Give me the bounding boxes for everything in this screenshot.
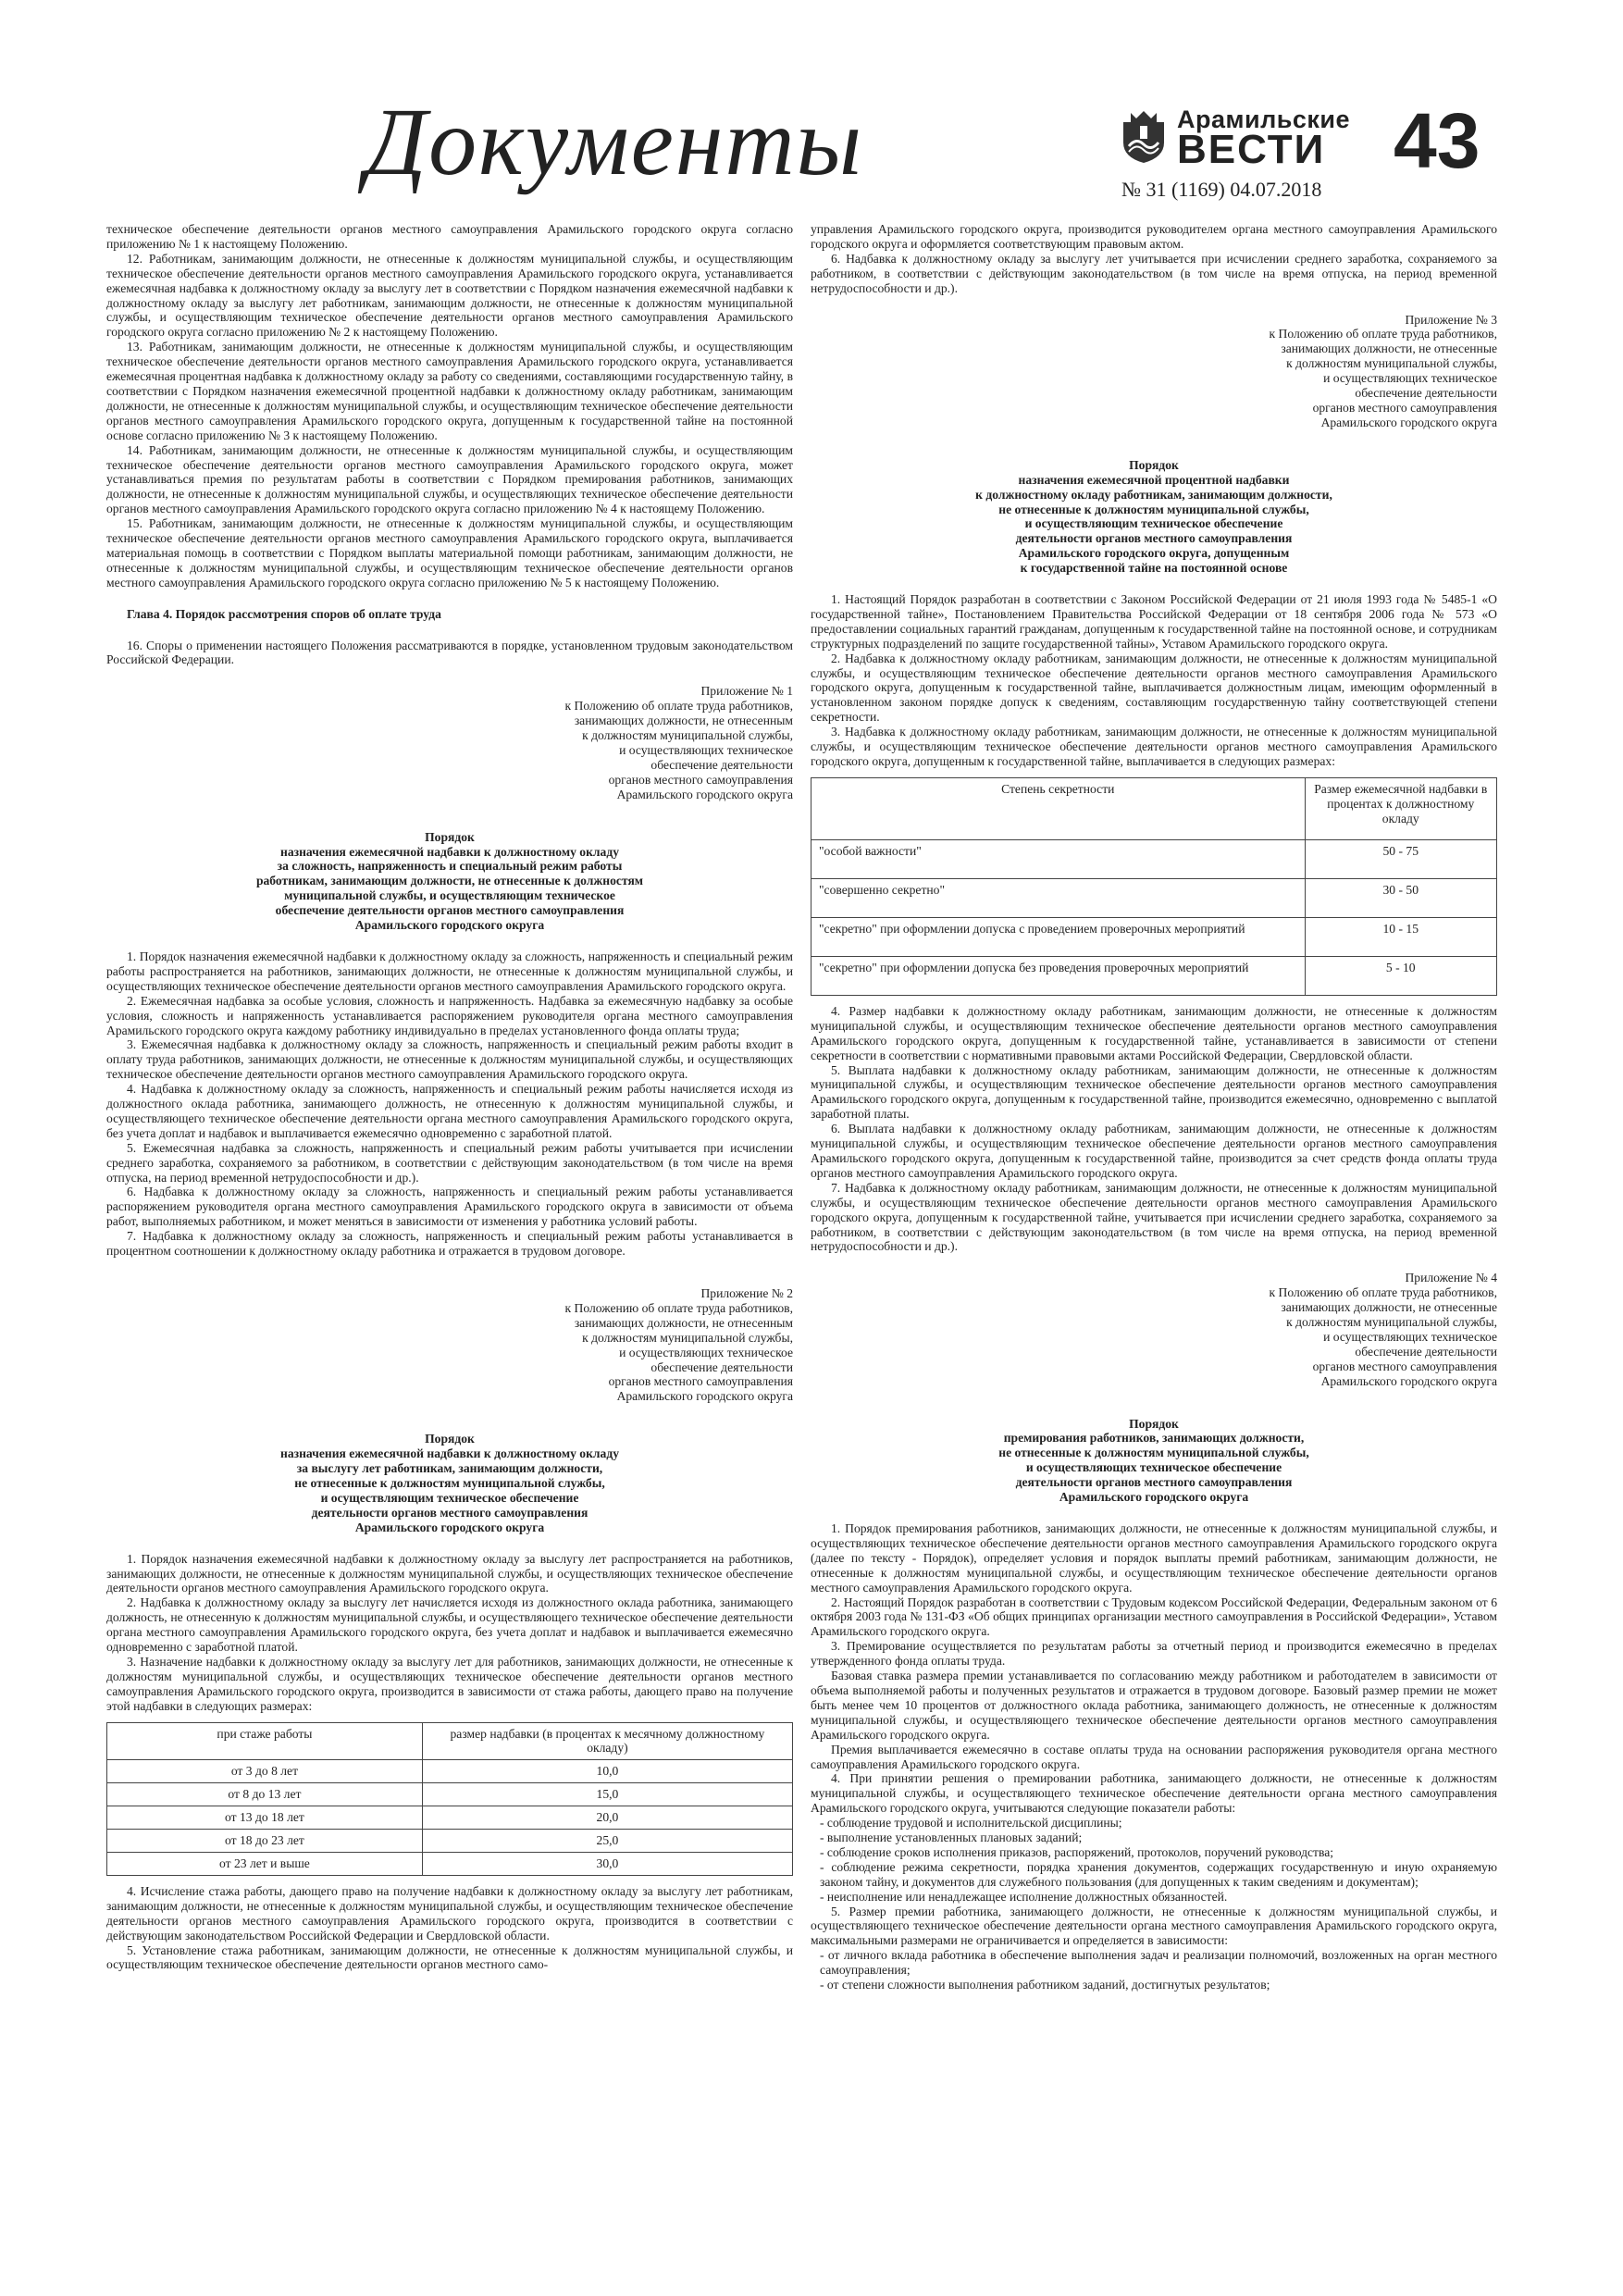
paragraph: 6. Надбавка к должностному окладу за сложность, напряженность и специальный режим работы устанавливается распоряжением руководителя органа местного самоуправления Арамильского городского округа в зависимости от объема работ, выполняемых работником, и может меняться в зависимости от изменения у работника условий работы.: [106, 1185, 793, 1229]
title-line: премирования работников, занимающих должности,: [1003, 1431, 1305, 1446]
paragraph: 4. Исчисление стажа работы, дающего право на получение надбавки к должностному окладу за выслугу лет работникам, занимающим должности, не отнесенные к должностям муниципальной службы, и осуществляющим техническое обеспечение деятельности органов местного самоуправления Арамильского городского округа, производится в соответствии с действующим законодательством Российской Федерации и Свердловской области.: [106, 1883, 793, 1942]
appendix-line: Арамильского городского округа: [616, 1389, 793, 1404]
chapter-heading: Глава 4. Порядок рассмотрения споров об оплате труда: [127, 606, 441, 621]
appendix-line: обеспечение деятельности: [1355, 386, 1497, 401]
title-line: Порядок: [1129, 457, 1179, 472]
appendix-line: и осуществляющих техническое: [1323, 1329, 1497, 1344]
secrecy-table: [811, 777, 1497, 996]
paragraph: 7. Надбавка к должностному окладу за сложность, напряженность и специальный режим работы устанавливается в процентном соотношении к должностному окладу работника и отражается в трудовом договоре.: [106, 1229, 793, 1259]
list-item: - соблюдение сроков исполнения приказов, распоряжений, протоколов, поручений руководства;: [820, 1844, 1334, 1859]
appendix-line: к должностям муниципальной службы,: [1286, 356, 1497, 371]
appendix-3-title: [811, 458, 1497, 576]
appendix-line: к Положению об оплате труда работников,: [564, 699, 793, 714]
appendix-line: обеспечение деятельности: [1355, 1344, 1497, 1359]
title-line: деятельности органов местного самоуправления: [1015, 531, 1293, 546]
table-cell: "особой важности": [812, 839, 1306, 878]
table-cell: 50 - 75: [1305, 839, 1496, 878]
paragraph: 5. Ежемесячная надбавка за сложность, напряженность и специальный режим работы учитывается при исчислении среднего заработка, сохраняемого за работником, в соответствии с действующим законодательством (в том числе на время отпуска, на период временной нетрудоспособности и др.).: [106, 1140, 793, 1185]
table-header-cell: Степень секретности: [812, 777, 1306, 839]
appendix-4-title: [811, 1417, 1497, 1505]
list-item: - соблюдение трудовой и исполнительской дисциплины;: [820, 1816, 1122, 1831]
paragraph: 4. При принятии решения о премировании работника, занимающего должности, не отнесенные к должностям муниципальной службы, и осуществляющего техническое обеспечение деятельности органа местного самоуправления Арамильского городского округа, учитываются следующие показатели работы:: [811, 1771, 1497, 1816]
paragraph: 15. Работникам, занимающим должности, не отнесенные к должностям муниципальной службы, и осуществляющим техническое обеспечение деятельности органов местного самоуправления Арамильского городского округа, выплачивается материальная помощь в соответствии с Порядком выплаты материальной помощи работникам, занимающим должности, не отнесенные к должностям муниципальной службы, и осуществляющим техническое обеспечение деятельности органов местного самоуправления Арамильского городского округа согласно приложению № 5 к настоящему Положению.: [106, 516, 793, 590]
list-item: - от личного вклада работника в обеспечение выполнения задач и реализации полномочий, возложенных на орган местного самоуправления;: [820, 1948, 1497, 1978]
title-line: к должностному окладу работникам, занимающим должности,: [975, 487, 1332, 502]
list-item: - от степени сложности выполнения работником заданий, достигнутых результатов;: [820, 1978, 1270, 1992]
title-line: Арамильского городского округа, допущенным: [1018, 546, 1290, 561]
appendix-line: и осуществляющих техническое: [1323, 371, 1497, 386]
paragraph: Базовая ставка размера премии устанавливается по согласованию между работником и работодателем в зависимости от объема выполняемой работы и полученных результатов и отражается в трудовом договоре. Базовый размер премии не может быть менее чем 10 процентов от должностного оклада работника, занимающего должность, не отнесенные к должностям муниципальной службы, и осуществляющего техническое обеспечение деятельности органов местного самоуправления Арамильского городского округа.: [811, 1669, 1497, 1742]
table-cell: 30 - 50: [1305, 878, 1496, 917]
appendix-1-header: [106, 684, 793, 801]
table-row: [812, 839, 1497, 878]
table-cell: 30,0: [422, 1853, 792, 1876]
paragraph: 1. Порядок назначения ежемесячной надбавки к должностному окладу за сложность, напряженность и специальный режим работы распространяется на работников, занимающих должности, не отнесенные к должностям муниципальной службы, и осуществляющих техническое обеспечение деятельности органов местного самоуправления Арамильского городского округа.: [106, 949, 793, 993]
appendix-line: органов местного самоуправления: [608, 1374, 793, 1389]
paragraph: управления Арамильского городского округа, производится руководителем органа местного самоуправления Арамильского городского округа и оформляется соответствующим правовым актом.: [811, 222, 1497, 251]
appendix-2-title: [106, 1432, 793, 1534]
paragraph: 14. Работникам, занимающим должности, не отнесенные к должностям муниципальной службы, и осуществляющим техническое обеспечение деятельности органов местного самоуправления Арамильского городского округа, может устанавливаться премия по результатам работы в соответствии с Порядком премирования работников, занимающих должности, не отнесенные к должностям муниципальной службы, и осуществляющих техническое обеспечение деятельности органов местного самоуправления Арамильского городского округа согласно приложению № 4 к настоящему Положению.: [106, 442, 793, 516]
appendix-line: Арамильского городского округа: [616, 787, 793, 801]
appendix-line: занимающих должности, не отнесенным: [574, 714, 793, 728]
appendix-line: к Положению об оплате труда работников,: [1269, 327, 1497, 341]
issue-number: № 31 (1169) 04.07.2018: [1121, 178, 1322, 201]
table-row: [812, 917, 1497, 956]
appendix-line: к Положению об оплате труда работников,: [564, 1300, 793, 1315]
table-cell: 10,0: [422, 1760, 792, 1783]
paragraph: 7. Надбавка к должностному окладу работникам, занимающим должности, не отнесенные к должностям муниципальной службы, и осуществляющим техническое обеспечение деятельности органов местного самоуправления Арамильского городского округа, допущенным к государственной тайне, учитывается при исчислении среднего заработка, сохраняемого за работником, в соответствии с действующим законодательством (в том числе на время отпуска, на период временной нетрудоспособности и др.).: [811, 1180, 1497, 1254]
table-cell: 15,0: [422, 1783, 792, 1806]
appendix-2-header: [106, 1286, 793, 1404]
paragraph: 3. Ежемесячная надбавка к должностному окладу за сложность, напряженность и специальный режим работы входит в оплату труда работников, занимающих должности, не отнесенные к должностям муниципальной службы, и осуществляющих техническое обеспечение деятельности органов местного самоуправления Арамильского городского округа.: [106, 1037, 793, 1082]
appendix-line: Приложение № 3: [1405, 312, 1497, 327]
paragraph: 1. Порядок назначения ежемесячной надбавки к должностному окладу за выслугу лет распространяется на работников, занимающих должности, не отнесенные к должностям муниципальной службы, и осуществляющих техническое обеспечение деятельности органов местного самоуправления Арамильского городского округа.: [106, 1551, 793, 1595]
appendix-line: Приложение № 2: [700, 1286, 793, 1300]
table-row: [812, 878, 1497, 917]
left-column: [106, 222, 793, 1972]
title-line: Порядок: [1129, 1416, 1179, 1431]
appendix-line: и осуществляющих техническое: [619, 743, 793, 757]
appendix-4-header: [811, 1271, 1497, 1388]
paragraph: 5. Выплата надбавки к должностному окладу работникам, занимающим должности, не отнесенные к должностям муниципальной службы, и осуществляющим техническое обеспечение деятельности органов местного самоуправления Арамильского городского округа, допущенным к государственной тайне, производится ежемесячно, одновременно с выплатой заработной платы.: [811, 1062, 1497, 1122]
table-header-row: [812, 777, 1497, 839]
table-cell: от 18 до 23 лет: [107, 1830, 423, 1853]
title-line: Арамильского городского округа: [354, 1520, 545, 1534]
title-line: муниципальной службы, и осуществляющим техническое: [284, 888, 615, 903]
table-cell: 20,0: [422, 1806, 792, 1830]
appendix-line: обеспечение деятельности: [650, 757, 793, 772]
appendix-line: Арамильского городского округа: [1320, 415, 1497, 429]
title-line: работникам, занимающим должности, не отнесенные к должностям: [255, 874, 644, 888]
title-line: не отнесенные к должностям муниципальной службы,: [998, 502, 1309, 516]
title-line: за сложность, напряженность и специальный режим работы: [277, 859, 623, 874]
title-line: не отнесенные к должностям муниципальной службы,: [294, 1475, 605, 1490]
paragraph: 2. Надбавка к должностному окладу за выслугу лет начисляется исходя из должностного оклада работника, занимающего должность, не отнесенную к должностям муниципальной службы, и осуществляющего техническое обеспечение деятельности органа местного самоуправления Арамильского городского округа, без учета доплат и надбавок и выплачивается ежемесячно одновременно с заработной платой.: [106, 1595, 793, 1655]
paragraph: 6. Выплата надбавки к должностному окладу работникам, занимающим должности, не отнесенные к должностям муниципальной службы, и осуществляющим техническое обеспечение деятельности органов местного самоуправления Арамильского городского округа, допущенным к государственной тайне, производится за счет средств фонда оплаты труда органов местного самоуправления Арамильского городского округа.: [811, 1122, 1497, 1180]
table-cell: 5 - 10: [1305, 956, 1496, 995]
seniority-table: [106, 1722, 793, 1876]
paragraph: 3. Назначение надбавки к должностному окладу за выслугу лет для работников, занимающих должности, не отнесенные к должностям муниципальной службы, и осуществляющих техническое обеспечение деятельности органов местного самоуправления Арамильского городского округа, производится в зависимости от стажа работы, дающего право на получение этой надбавки в следующих размерах:: [106, 1654, 793, 1713]
table-row: [107, 1783, 793, 1806]
appendix-line: Приложение № 1: [700, 684, 793, 699]
title-line: обеспечение деятельности органов местного самоуправления: [275, 903, 625, 918]
title-line: Порядок: [425, 1432, 475, 1446]
appendix-1-title: [106, 830, 793, 933]
paragraph: 1. Настоящий Порядок разработан в соответствии с Законом Российской Федерации от 21 июля 1993 года № 5485-1 «О государственной тайне», Постановлением Правительства Российской Федерации от 18 сентября 2006 года № 573 «О предоставлении социальных гарантий гражданам, допущенным к государственной тайне на постоянной основе, и сотрудникам структурных подразделений по защите государственной тайны», Уставом Арамильского городского округа.: [811, 592, 1497, 651]
title-line: не отнесенные к должностям муниципальной службы,: [998, 1446, 1309, 1460]
title-line: за выслугу лет работникам, занимающим должности,: [296, 1461, 603, 1476]
table-cell: "секретно" при оформлении допуска с проведением проверочных мероприятий: [812, 917, 1306, 956]
title-line: и осуществляющим техническое обеспечение: [1024, 516, 1283, 531]
logo-main-text: ВЕСТИ: [1177, 127, 1326, 172]
table-header-row: [107, 1722, 793, 1760]
appendix-line: органов местного самоуправления: [608, 772, 793, 787]
appendix-line: органов местного самоуправления: [1312, 1359, 1497, 1373]
table-row: [107, 1760, 793, 1783]
table-cell: от 23 лет и выше: [107, 1853, 423, 1876]
logo-top-text: Арамильские: [1177, 105, 1350, 133]
appendix-line: обеспечение деятельности: [650, 1359, 793, 1374]
table-cell: "секретно" при оформлении допуска без проведения проверочных мероприятий: [812, 956, 1306, 995]
paragraph: 1. Порядок премирования работников, занимающих должности, не отнесенные к должностям муниципальной службы, и осуществляющих техническое обеспечение деятельности органов местного самоуправления Арамильского городского округа (далее по тексту - Порядок), определяет условия и порядок выплаты премий работникам, занимающим должности, не отнесенные к должностям муниципальной службы, и осуществляющим техническое обеспечение деятельности органов местного самоуправления Арамильского городского округа.: [811, 1521, 1497, 1595]
appendix-3-header: [811, 313, 1497, 430]
table-row: [107, 1830, 793, 1853]
title-line: деятельности органов местного самоуправления: [1015, 1475, 1293, 1490]
appendix-line: к должностям муниципальной службы,: [1286, 1315, 1497, 1330]
title-line: к государственной тайне на постоянной основе: [1020, 561, 1288, 576]
paragraph: 5. Размер премии работника, занимающего должности, не отнесенные к должностям муниципальной службы, и осуществляющего техническое обеспечение деятельности органа местного самоуправления Арамильского городского округа, максимальными размерами не ограничивается и определяется в зависимости:: [811, 1904, 1497, 1948]
appendix-line: органов местного самоуправления: [1312, 400, 1497, 415]
table-header-cell: Размер ежемесячной надбавки в процентах к должностному окладу: [1305, 777, 1496, 839]
paragraph: 3. Надбавка к должностному окладу работникам, занимающим должности, не отнесенные к должностям муниципальной службы, и осуществляющим техническое обеспечение деятельности органов местного самоуправления Арамильского городского округа, допущенным к государственной тайне, выплачивается в следующих размерах:: [811, 725, 1497, 768]
paragraph: 13. Работникам, занимающим должности, не отнесенные к должностям муниципальной службы, и осуществляющим техническое обеспечение деятельности органов местного самоуправления Арамильского городского округа, устанавливается ежемесячная процентная надбавка к должностному окладу за работу со сведениями, составляющими государственную тайну, в соответствии с Порядком назначения ежемесячной процентной надбавки к должностному окладу работникам, занимающим должности, не отнесенные к должностям муниципальной службы, и осуществляющим техническое обеспечение деятельности органов местного самоуправления Арамильского городского округа, допущенным к государственной тайне на постоянной основе согласно приложению № 3 к настоящему Положению.: [106, 340, 793, 442]
title-line: назначения ежемесячной процентной надбавки: [1018, 472, 1290, 487]
paragraph: Премия выплачивается ежемесячно в составе оплаты труда на основании распоряжения руководителя органа местного самоуправления Арамильского городского округа.: [811, 1742, 1497, 1771]
table-row: [812, 956, 1497, 995]
section-title: Документы: [365, 89, 864, 195]
title-line: назначения ежемесячной надбавки к должностному окладу: [279, 844, 619, 859]
list-item: - соблюдение режима секретности, порядка хранения документов, содержащих государственную и иную охраняемую законом тайну, и документов для служебного пользования (для допущенных к таким сведениям и документам);: [820, 1859, 1497, 1889]
table-header-cell: при стаже работы: [107, 1722, 423, 1760]
table-cell: 10 - 15: [1305, 917, 1496, 956]
page-number: 43: [1394, 97, 1481, 184]
title-line: Порядок: [425, 829, 475, 844]
paragraph: 2. Настоящий Порядок разработан в соответствии с Трудовым кодексом Российской Федерации, Федеральным законом от 6 октября 2003 года № 131-ФЗ «Об общих принципах организации местного самоуправления в Российской Федерации», Уставом Арамильского городского округа.: [811, 1595, 1497, 1639]
paragraph: 2. Ежемесячная надбавка за особые условия, сложность и напряженность. Надбавка за ежемесячную надбавку за особые условия, сложность и напряженность устанавливается распоряжением руководителя органа местного самоуправления Арамильского городского округа каждому работнику индивидуально в пределах установленного фонда оплаты труда;: [106, 993, 793, 1037]
title-line: деятельности органов местного самоуправления: [311, 1505, 588, 1520]
appendix-line: занимающих должности, не отнесенным: [574, 1315, 793, 1330]
paragraph: 2. Надбавка к должностному окладу работникам, занимающим должности, не отнесенные к должностям муниципальной службы, и осуществляющим техническое обеспечение деятельности органов местного самоуправления Арамильского городского округа, допущенным к государственной тайне, выплачивается должностным лицам, имеющим оформленный в установленном законом порядке допуск к сведениям, составляющим государственную тайну соответствующей степени секретности.: [811, 651, 1497, 725]
appendix-line: занимающих должности, не отнесенные: [1281, 1300, 1497, 1315]
paragraph: 4. Надбавка к должностному окладу за сложность, напряженность и специальный режим работы начисляется исходя из должностного оклада работника, занимающего должность, не отнесенную к должностям муниципальной службы, и осуществляющего техническое обеспечение деятельности органа местного самоуправления Арамильского городского округа, без учета доплат и надбавок и выплачивается ежемесячно одновременно с заработной платой.: [106, 1082, 793, 1140]
crest-icon: [1120, 109, 1168, 165]
title-line: Арамильского городского округа: [354, 918, 545, 933]
paragraph: 4. Размер надбавки к должностному окладу работникам, занимающим должности, не отнесенные к должностям муниципальной службы, и осуществляющим техническое обеспечение деятельности органов местного самоуправления Арамильского городского округа, допущенным к государственной тайне, устанавливается в зависимости от степени секретности в соответствии с нормативными правовыми актами Российской Федерации, Свердловской области.: [811, 1003, 1497, 1062]
appendix-line: и осуществляющих техническое: [619, 1345, 793, 1359]
newspaper-logo: [1120, 104, 1360, 172]
paragraph: 6. Надбавка к должностному окладу за выслугу лет учитывается при исчислении среднего заработка, сохраняемого за работником, в соответствии с действующим законодательством (в том числе на время отпуска, на период временной нетрудоспособности и др.).: [811, 251, 1497, 295]
list-item: - неисполнение или ненадлежащее исполнение должностных обязанностей.: [820, 1889, 1228, 1904]
appendix-line: к должностям муниципальной службы,: [582, 728, 793, 743]
table-header-cell: размер надбавки (в процентах к месячному должностному окладу): [422, 1722, 792, 1760]
table-cell: от 13 до 18 лет: [107, 1806, 423, 1830]
appendix-line: к должностям муниципальной службы,: [582, 1330, 793, 1345]
title-line: и осуществляющим техническое обеспечение: [320, 1490, 579, 1505]
page-header: [0, 0, 1623, 213]
appendix-line: занимающих должности, не отнесенные: [1281, 341, 1497, 356]
list-item: - выполнение установленных плановых заданий;: [820, 1831, 1083, 1845]
table-row: [107, 1853, 793, 1876]
paragraph: 5. Установление стажа работникам, занимающим должности, не отнесенные к должностям муниципальной службы, и осуществляющим техническое обеспечение деятельности органов местного само-: [106, 1942, 793, 1972]
title-line: назначения ежемесячной надбавки к должностному окладу: [279, 1446, 619, 1461]
right-column: [811, 222, 1497, 1992]
title-line: Арамильского городского округа: [1059, 1490, 1249, 1505]
paragraph: 12. Работникам, занимающим должности, не отнесенные к должностям муниципальной службы, и осуществляющим техническое обеспечение деятельности органов местного самоуправления Арамильского городского округа, устанавливается ежемесячная надбавка к должностному окладу за выслугу лет в соответствии с Порядком назначения ежемесячной надбавки к должностному окладу за выслугу лет работникам, занимающим должности, не отнесенные к должностям муниципальной службы, и осуществляющим техническое обеспечение деятельности органов местного самоуправления Арамильского городского округа согласно приложению № 2 к настоящему Положению.: [106, 251, 793, 340]
table-cell: от 8 до 13 лет: [107, 1783, 423, 1806]
appendix-line: Арамильского городского округа: [1320, 1373, 1497, 1388]
table-cell: 25,0: [422, 1830, 792, 1853]
table-row: [107, 1806, 793, 1830]
table-cell: от 3 до 8 лет: [107, 1760, 423, 1783]
paragraph: 3. Премирование осуществляется по результатам работы за отчетный период и производится ежемесячно в пределах утвержденного фонда оплаты труда.: [811, 1639, 1497, 1669]
appendix-line: Приложение № 4: [1405, 1271, 1497, 1285]
table-cell: "совершенно секретно": [812, 878, 1306, 917]
title-line: и осуществляющих техническое обеспечение: [1025, 1460, 1282, 1475]
paragraph: 16. Споры о применении настоящего Положения рассматриваются в порядке, установленном трудовым законодательством Российской Федерации.: [106, 638, 793, 667]
paragraph: техническое обеспечение деятельности органов местного самоуправления Арамильского городского округа согласно приложению № 1 к настоящему Положению.: [106, 222, 793, 251]
appendix-line: к Положению об оплате труда работников,: [1269, 1285, 1497, 1300]
